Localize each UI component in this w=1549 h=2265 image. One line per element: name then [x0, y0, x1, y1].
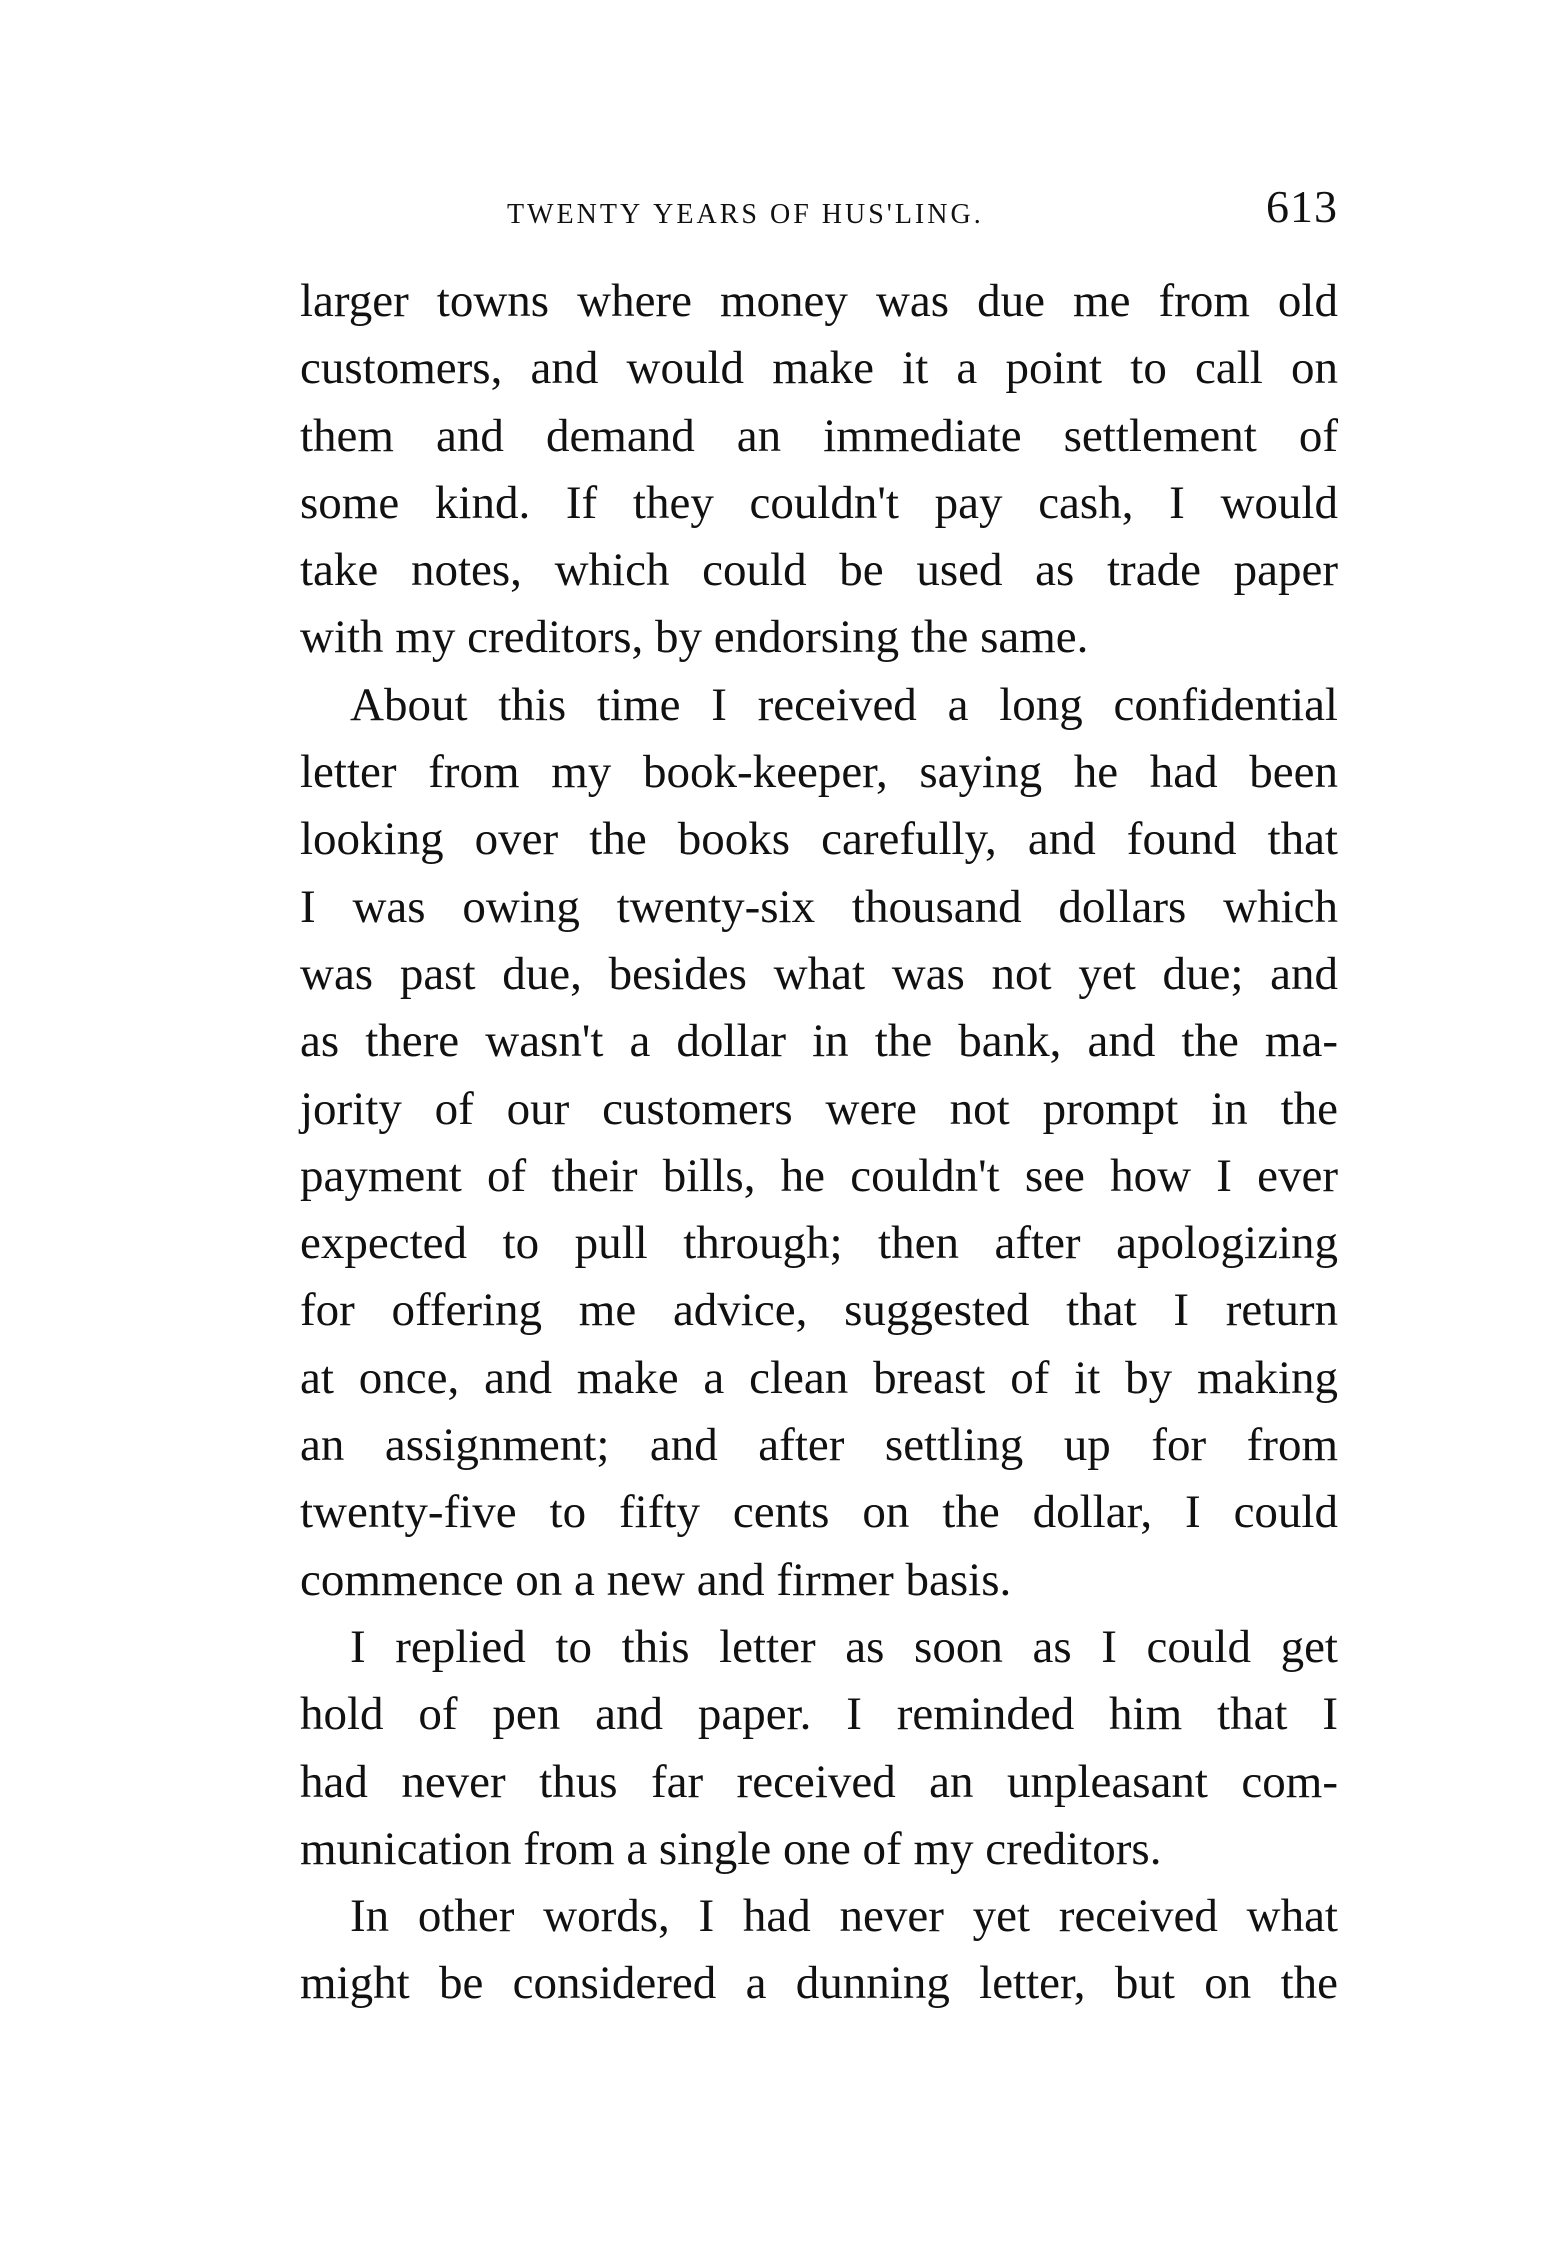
text-line: I replied to this letter as soon as I could get	[350, 1620, 1338, 1673]
text-line: payment of their bills, he couldn't see how I ever	[300, 1149, 1338, 1202]
running-head	[300, 181, 1338, 246]
text-line: as there wasn't a dollar in the bank, and the ma-	[300, 1015, 1338, 1068]
text-line: for offering me advice, suggested that I return	[300, 1284, 1338, 1337]
text-line: I was owing twenty-six thousand dollars which	[300, 880, 1338, 933]
page-number: 613	[1266, 181, 1338, 232]
text-line: hold of pen and paper. I reminded him that I	[300, 1688, 1338, 1741]
text-line: with my creditors, by endorsing the same.	[300, 611, 1089, 664]
running-head-title: twenty years of hus'ling.	[507, 187, 984, 232]
text-line: In other words, I had never yet received what	[350, 1890, 1338, 1943]
text-line: looking over the books carefully, and found that	[300, 813, 1338, 866]
text-line: twenty-five to fifty cents on the dollar, I could	[300, 1486, 1338, 1539]
text-line: them and demand an immediate settlement of	[300, 409, 1338, 462]
text-line: an assignment; and after settling up for from	[300, 1419, 1338, 1472]
text-line: at once, and make a clean breast of it by making	[300, 1351, 1338, 1404]
text-line: About this time I received a long confidential	[350, 678, 1338, 731]
text-line: might be considered a dunning letter, but on the	[300, 1957, 1338, 2010]
text-line: expected to pull through; then after apologizing	[300, 1217, 1338, 1270]
text-line: had never thus far received an unpleasant com-	[300, 1755, 1338, 1808]
text-line: larger towns where money was due me from old	[300, 275, 1338, 327]
text-line: commence on a new and firmer basis.	[300, 1553, 1012, 1606]
text-line: customers, and would make it a point to call on	[300, 342, 1338, 395]
text-line: jority of our customers were not prompt in the	[300, 1082, 1338, 1135]
text-line: munication from a single one of my creditors.	[300, 1822, 1162, 1875]
text-line: letter from my book-keeper, saying he had been	[300, 746, 1338, 799]
body-text	[300, 268, 1338, 2018]
text-line: was past due, besides what was not yet due; and	[300, 947, 1338, 1000]
text-line: some kind. If they couldn't pay cash, I would	[300, 476, 1338, 529]
text-line: take notes, which could be used as trade paper	[300, 544, 1338, 597]
